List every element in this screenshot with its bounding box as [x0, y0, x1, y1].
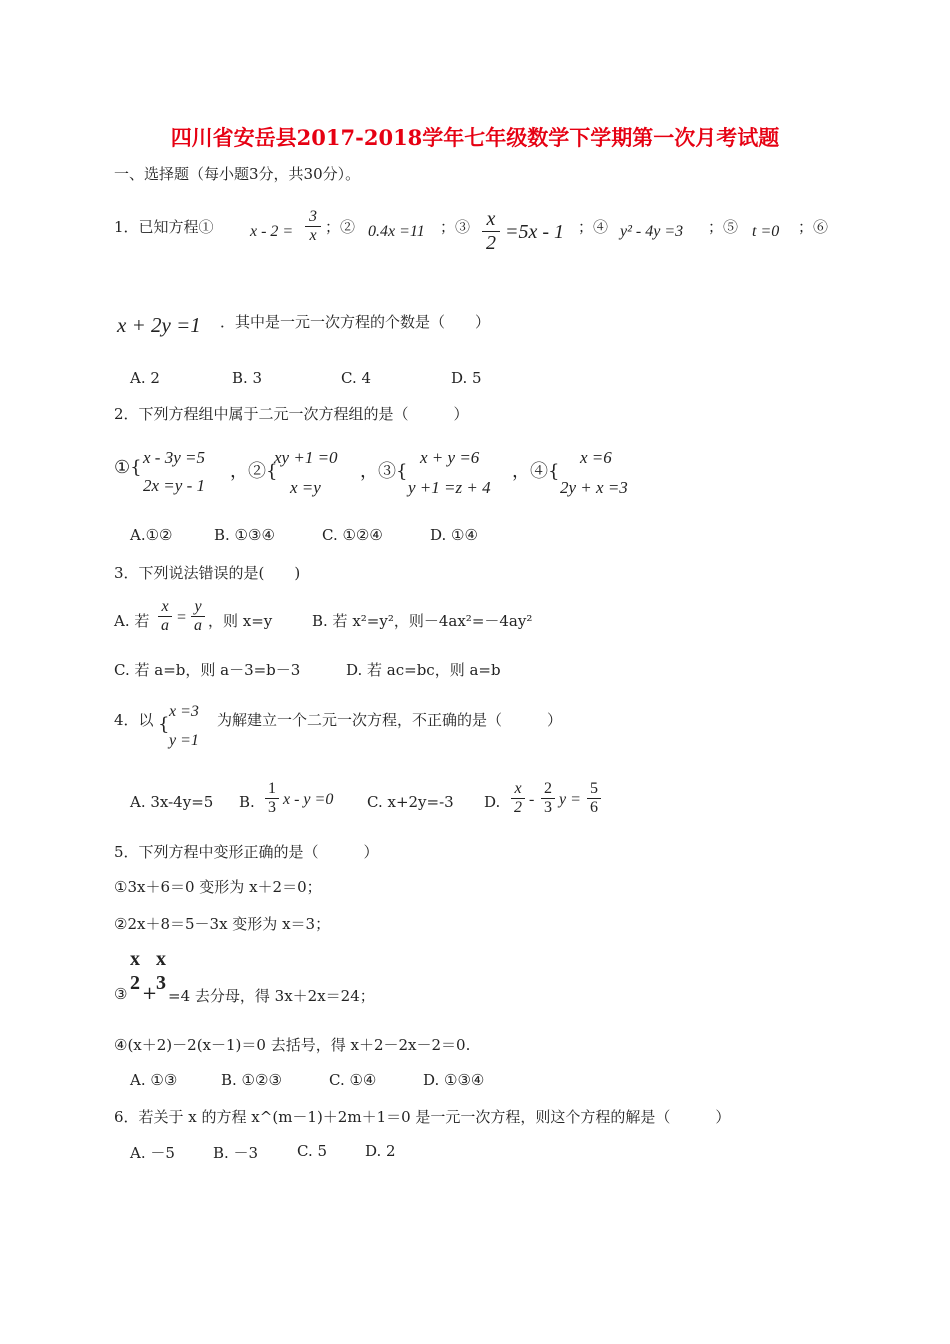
- q1-option-d[interactable]: D. 5: [451, 369, 482, 387]
- q1-sep: ；②: [325, 218, 356, 236]
- q4-option-a[interactable]: A. 3x-4y=5: [130, 793, 214, 811]
- q5-label: 5．下列方程中变形正确的是（ ）: [114, 843, 379, 861]
- q4-option-d-mid: y =: [559, 791, 581, 808]
- q3-option-b[interactable]: B. 若 x²=y²，则－4ax²=－4ay²: [312, 612, 533, 630]
- q1-eq3-right: =5x - 1: [505, 221, 565, 243]
- q2-label: 2．下列方程组中属于二元一次方程组的是（ ）: [114, 405, 469, 423]
- q1-eq5: t =0: [752, 223, 780, 240]
- q1-option-c[interactable]: C. 4: [341, 369, 372, 387]
- q5-statement-3-fraction-1: x2: [130, 948, 140, 994]
- q1-eq3-fraction: x 2: [482, 208, 500, 255]
- q2-system-4-eq-a: x =6: [580, 448, 612, 467]
- q3-label: 3．下列说法错误的是( ): [114, 564, 301, 582]
- q2-system-2-marker: ，②{: [230, 461, 278, 482]
- q4-option-d-prefix[interactable]: D.: [484, 793, 501, 811]
- q2-system-4-marker: ，④{: [512, 461, 560, 482]
- q1-sep: ；⑤: [708, 218, 739, 236]
- q4-option-b-fraction: 1 3: [265, 780, 279, 817]
- q1-sep: ；⑥: [798, 218, 829, 236]
- q4-option-d-fraction-1: x 2: [511, 780, 525, 817]
- page-title: 四川省安岳县2017-2018学年七年级数学下学期第一次月考试题: [170, 125, 780, 150]
- q2-system-3-eq-a: x + y =6: [420, 448, 480, 467]
- q1-option-a[interactable]: A. 2: [130, 369, 160, 387]
- q5-statement-4: ④(x＋2)－2(x－1)＝0 去括号，得 x＋2－2x－2＝0.: [114, 1036, 471, 1054]
- q3-option-d[interactable]: D. 若 ac=bc，则 a=b: [346, 661, 501, 679]
- q6-option-a[interactable]: A. －5: [130, 1144, 175, 1162]
- q2-system-3-marker: ，③{: [360, 461, 408, 482]
- q5-statement-3-rest: =4 去分母，得 3x＋2x＝24；: [168, 987, 375, 1005]
- q2-system-1-eq-b: 2x =y - 1: [143, 476, 205, 495]
- q6-label: 6．若关于 x 的方程 x^(m－1)＋2m＋1＝0 是一元一次方程，则这个方程的解是（ ）: [114, 1108, 731, 1126]
- q2-option-a[interactable]: A.①②: [130, 526, 173, 544]
- q2-option-b[interactable]: B. ①③④: [214, 526, 275, 544]
- q1-question-tail: ．其中是一元一次方程的个数是（ ）: [220, 313, 491, 331]
- q2-system-1-eq-a: x - 3y =5: [143, 448, 205, 467]
- q1-sep: ；④: [578, 218, 609, 236]
- q1-eq4: y² - 4y =3: [620, 223, 684, 240]
- q2-system-3-eq-b: y +1 =z + 4: [408, 478, 491, 497]
- q1-option-b[interactable]: B. 3: [232, 369, 263, 387]
- q4-system-eq-b: y =1: [169, 732, 199, 749]
- q3-option-a-fraction-1: x a: [158, 598, 172, 635]
- q5-statement-1: ①3x＋6＝0 变形为 x＋2＝0；: [114, 878, 322, 896]
- q4-question-tail: 为解建立一个二元一次方程，不正确的是（ ）: [217, 711, 563, 729]
- q4-option-b-prefix[interactable]: B.: [239, 793, 255, 811]
- q5-statement-3-plus: +: [142, 983, 158, 1004]
- q1-sep: ；③: [440, 218, 471, 236]
- q3-option-a-prefix[interactable]: A. 若: [114, 612, 150, 630]
- q1-eq6: x + 2y =1: [117, 313, 201, 337]
- q2-option-d[interactable]: D. ①④: [430, 526, 478, 544]
- section-heading: 一、选择题（每小题3分，共30分）。: [114, 165, 361, 183]
- q5-statement-2: ②2x＋8＝5－3x 变形为 x＝3；: [114, 915, 331, 933]
- q3-option-c[interactable]: C. 若 a=b，则 a－3=b－3: [114, 661, 301, 679]
- q2-system-4-eq-b: 2y + x =3: [560, 478, 628, 497]
- q5-option-c[interactable]: C. ①④: [329, 1071, 377, 1089]
- q6-option-c[interactable]: C. 5: [297, 1142, 328, 1160]
- q6-option-b[interactable]: B. －3: [213, 1144, 259, 1162]
- q4-system-brace: {: [158, 714, 170, 735]
- q5-option-d[interactable]: D. ①③④: [423, 1071, 485, 1089]
- q4-system-eq-a: x =3: [169, 703, 199, 720]
- q2-system-2-eq-b: x =y: [290, 478, 321, 497]
- q5-option-a[interactable]: A. ①③: [130, 1071, 178, 1089]
- q3-option-a-equals: =: [176, 609, 187, 626]
- q4-option-d-minus: -: [529, 791, 535, 808]
- q2-option-c[interactable]: C. ①②④: [322, 526, 383, 544]
- q6-option-d[interactable]: D. 2: [365, 1142, 396, 1160]
- q1-label: 1．已知方程①: [114, 218, 214, 236]
- q4-option-d-fraction-2: 2 3: [541, 780, 555, 817]
- q4-label: 4．以: [114, 711, 154, 729]
- q4-option-c[interactable]: C. x+2y=-3: [367, 793, 454, 811]
- q5-option-b[interactable]: B. ①②③: [221, 1071, 282, 1089]
- q5-statement-3-marker: ③: [114, 985, 128, 1003]
- q1-eq1-left: x - 2 =: [250, 223, 294, 240]
- q1-eq2: 0.4x =11: [368, 223, 425, 240]
- q2-system-2-eq-a: xy +1 =0: [274, 448, 338, 467]
- q3-option-a-fraction-2: y a: [191, 598, 205, 635]
- q1-eq1-fraction: 3 x: [305, 208, 321, 245]
- q4-option-d-fraction-3: 5 6: [587, 780, 601, 817]
- q5-statement-3-fraction-2: x3: [156, 948, 166, 994]
- q3-option-a-rest: ，则 x=y: [208, 612, 273, 630]
- q2-system-1-marker: ①{: [114, 457, 142, 478]
- q4-option-b-rest: x - y =0: [283, 791, 334, 808]
